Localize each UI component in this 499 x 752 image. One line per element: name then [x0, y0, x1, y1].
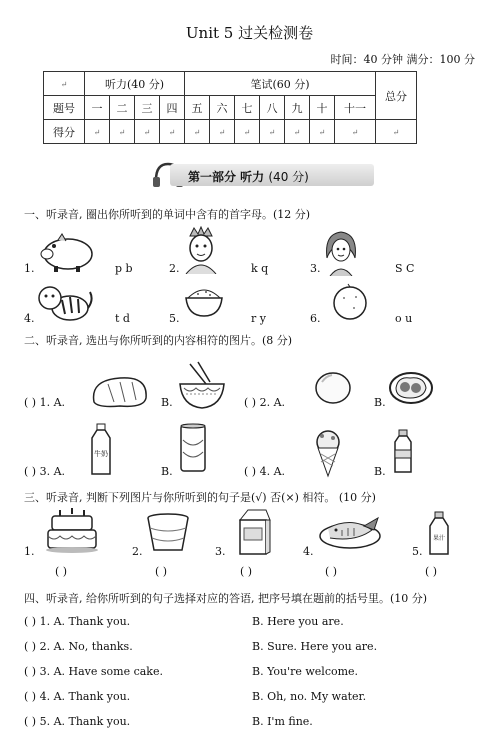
num-cell: 五	[185, 96, 210, 120]
q1-letters: p b	[115, 262, 133, 275]
score-cell[interactable]: ↵	[310, 120, 335, 144]
q2-item-2[interactable]: ( ) 2. A.	[244, 396, 286, 409]
q3-bracket[interactable]: ( )	[425, 565, 438, 578]
q4-option-b: B. You're welcome.	[252, 665, 359, 678]
q1-letters: t d	[115, 312, 130, 325]
score-label: 得分	[44, 120, 85, 144]
fried-egg-icon	[388, 370, 434, 406]
q3-bracket[interactable]: ( )	[155, 565, 168, 578]
score-cell[interactable]: ↵	[110, 120, 135, 144]
q3-bracket[interactable]: ( )	[55, 565, 68, 578]
tiger-icon	[36, 280, 94, 324]
writing-header: 笔试(60 分)	[185, 72, 376, 96]
q1-num: 2.	[169, 262, 180, 275]
q3-num: 2.	[132, 545, 143, 558]
q3-num: 1.	[24, 545, 35, 558]
q2-b-label: B.	[374, 465, 386, 478]
score-cell[interactable]: ↵	[376, 120, 417, 144]
score-cell[interactable]: ↵	[335, 120, 376, 144]
milk-carton-icon	[234, 508, 274, 556]
pig-icon	[36, 230, 98, 272]
q4-option-a[interactable]: ( ) 2. A. No, thanks.	[24, 640, 133, 653]
num-cell: 七	[235, 96, 260, 120]
q4-option-b: B. Sure. Here you are.	[252, 640, 378, 653]
q1-heading: 一、听录音, 圈出你所听到的单词中含有的首字母。(12 分)	[24, 208, 311, 221]
part-banner	[150, 160, 374, 188]
part-title: 第一部分 听力 (40 分)	[188, 170, 309, 184]
q1-num: 3.	[310, 262, 321, 275]
q4-option-a[interactable]: ( ) 3. A. Have some cake.	[24, 665, 163, 678]
score-cell[interactable]: ↵	[135, 120, 160, 144]
bread-icon	[90, 372, 150, 410]
time-info: 时间：40 分钟 满分：100 分	[330, 53, 475, 66]
milk-label: 牛奶	[94, 450, 108, 458]
q3-num: 3.	[215, 545, 226, 558]
q4-option-a[interactable]: ( ) 5. A. Thank you.	[24, 715, 131, 728]
score-cell[interactable]: ↵	[260, 120, 285, 144]
q1-letters: S C	[395, 262, 415, 275]
q4-option-b: B. Oh, no. My water.	[252, 690, 367, 703]
water-bottle-icon	[392, 428, 414, 474]
yogurt-icon	[145, 512, 191, 554]
score-cell[interactable]: ↵	[160, 120, 185, 144]
score-cell[interactable]: ↵	[185, 120, 210, 144]
num-cell: 二	[110, 96, 135, 120]
fish-icon	[316, 508, 384, 554]
num-cell: 六	[210, 96, 235, 120]
listening-header: 听力(40 分)	[85, 72, 185, 96]
num-cell: 十	[310, 96, 335, 120]
rice-icon	[182, 284, 226, 320]
score-cell[interactable]: ↵	[85, 120, 110, 144]
q2-heading: 二、听录音, 选出与你所听到的内容相符的图片。(8 分)	[24, 334, 293, 347]
score-cell[interactable]: ↵	[285, 120, 310, 144]
q2-b-label: B.	[161, 396, 173, 409]
q3-num: 4.	[303, 545, 314, 558]
q3-bracket[interactable]: ( )	[240, 565, 253, 578]
q3-bracket[interactable]: ( )	[325, 565, 338, 578]
q1-letters: r y	[251, 312, 266, 325]
q4-heading: 四、听录音, 给你所听到的句子选择对应的答语, 把序号填在题前的括号里。(10 分)	[24, 592, 428, 605]
milk-icon	[88, 422, 114, 476]
q2-item-1[interactable]: ( ) 1. A.	[24, 396, 66, 409]
juice-can-icon	[178, 422, 208, 474]
q2-item-4[interactable]: ( ) 4. A.	[244, 465, 286, 478]
q1-num: 4.	[24, 312, 35, 325]
cake-icon	[44, 508, 100, 554]
q1-letters: o u	[395, 312, 413, 325]
q1-num: 1.	[24, 262, 35, 275]
q4-option-a[interactable]: ( ) 1. A. Thank you.	[24, 615, 131, 628]
ice-cream-icon	[312, 428, 344, 478]
noodles-icon	[176, 360, 228, 412]
queen-icon	[180, 226, 222, 274]
q3-heading: 三、听录音, 判断下列图片与你所听到的句子是(√) 否(×) 相符。 (10 分)	[24, 491, 376, 504]
page-title: Unit 5 过关检测卷	[185, 24, 314, 42]
num-cell: 四	[160, 96, 185, 120]
num-cell: 八	[260, 96, 285, 120]
q1-letters: k q	[251, 262, 269, 275]
blank-cell: ↵	[44, 72, 85, 96]
juice-label: 果汁	[432, 535, 446, 542]
q4-option-b: B. Here you are.	[252, 615, 344, 628]
num-cell: 十一	[335, 96, 376, 120]
q1-num: 6.	[310, 312, 321, 325]
egg-icon	[312, 370, 354, 406]
orange-icon	[330, 282, 370, 322]
num-cell: 三	[135, 96, 160, 120]
num-cell: 九	[285, 96, 310, 120]
juice-bottle-icon	[425, 510, 453, 556]
q2-b-label: B.	[374, 396, 386, 409]
score-table	[43, 71, 417, 144]
total-header: 总分	[376, 72, 417, 120]
girl-icon	[322, 228, 360, 276]
q2-b-label: B.	[161, 465, 173, 478]
row-label: 题号	[44, 96, 85, 120]
q2-item-3[interactable]: ( ) 3. A.	[24, 465, 66, 478]
score-cell[interactable]: ↵	[235, 120, 260, 144]
q3-num: 5.	[412, 545, 423, 558]
score-cell[interactable]: ↵	[210, 120, 235, 144]
q4-option-a[interactable]: ( ) 4. A. Thank you.	[24, 690, 131, 703]
q1-num: 5.	[169, 312, 180, 325]
q4-option-b: B. I'm fine.	[252, 715, 313, 728]
num-cell: 一	[85, 96, 110, 120]
